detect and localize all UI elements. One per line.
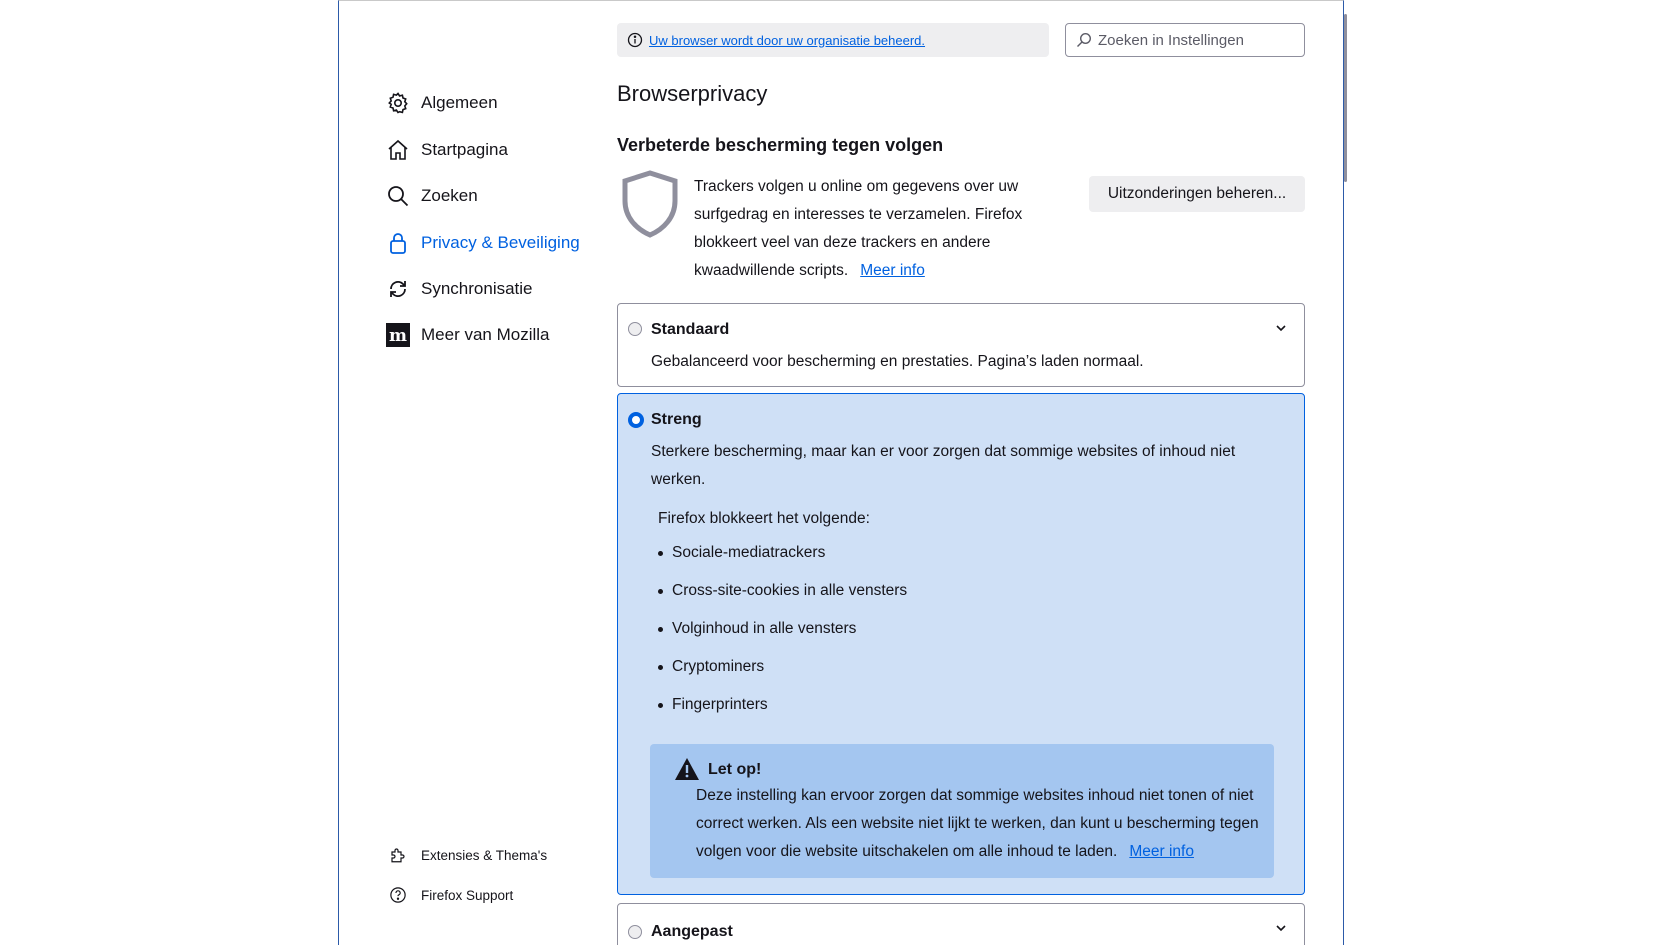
sidebar-item-extensions[interactable] — [389, 846, 547, 864]
list-item: Cryptominers — [658, 658, 764, 676]
strict-radio[interactable] — [628, 412, 644, 428]
etp-description — [694, 173, 1034, 285]
strict-option[interactable] — [617, 393, 1305, 895]
sidebar — [339, 1, 589, 945]
etp-learn-more-link[interactable]: Meer info — [860, 262, 925, 279]
sidebar-footer-label: Firefox Support — [421, 887, 514, 903]
strict-description: Sterkere bescherming, maar kan er voor zorgen dat sommige websites of inhoud niet werken. — [651, 443, 1236, 488]
sidebar-item-support[interactable] — [389, 886, 513, 904]
sync-icon — [386, 277, 410, 301]
lock-icon — [386, 231, 410, 255]
scrollbar[interactable] — [1344, 14, 1347, 182]
search-icon — [1076, 32, 1092, 48]
warning-learn-more-link[interactable]: Meer info — [1129, 843, 1194, 860]
puzzle-icon — [389, 846, 407, 864]
svg-text:m: m — [389, 326, 407, 346]
blocked-list-heading: Firefox blokkeert het volgende: — [658, 510, 870, 527]
sidebar-item-zoeken[interactable] — [386, 184, 478, 208]
section-title: Browserprivacy — [617, 81, 768, 106]
sidebar-item-mozilla[interactable] — [386, 323, 550, 347]
custom-title: Aangepast — [651, 923, 733, 940]
sidebar-item-algemeen[interactable] — [386, 91, 498, 115]
help-icon — [389, 886, 407, 904]
settings-search[interactable] — [1065, 23, 1305, 57]
chevron-down-icon[interactable] — [1274, 321, 1288, 335]
sidebar-item-label: Zoeken — [421, 186, 478, 205]
standard-description: Gebalanceerd voor bescherming en prestaties. Pagina’s laden normaal. — [651, 353, 1144, 370]
warning-title: Let op! — [708, 761, 762, 778]
home-icon — [386, 138, 410, 162]
warning-icon — [674, 757, 700, 781]
search-icon — [386, 184, 410, 208]
etp-description-text: Trackers volgen u online om gegevens over uw surfgedrag en interesses te verzamelen. Firefox blokkeert veel van deze trackers en andere kwaadwillende scripts. — [694, 178, 1023, 279]
mozilla-icon — [386, 323, 410, 347]
warning-box — [650, 744, 1274, 878]
shield-icon — [619, 169, 681, 239]
standard-title: Standaard — [651, 321, 730, 338]
manage-exceptions-button[interactable]: Uitzonderingen beheren... — [1089, 176, 1305, 212]
sidebar-footer-label: Extensies & Thema's — [421, 847, 548, 863]
managed-notice-link[interactable]: Uw browser wordt door uw organisatie beheerd. — [649, 32, 926, 48]
sidebar-item-synchronisatie[interactable] — [386, 277, 533, 301]
warning-body: Deze instelling kan ervoor zorgen dat sommige websites inhoud niet tonen of niet correct werken. Als een website niet lijkt te werken, dan kunt u bescherming tegen volgen voor die website uitschakelen om alle inhoud te laden. — [696, 787, 1259, 860]
sidebar-item-startpagina[interactable] — [386, 138, 508, 162]
sidebar-item-label: Privacy & Beveiliging — [421, 233, 580, 252]
sidebar-item-label: Startpagina — [421, 140, 508, 159]
list-item: Sociale-mediatrackers — [658, 544, 825, 562]
sidebar-item-label: Meer van Mozilla — [421, 325, 550, 344]
list-item: Volginhoud in alle vensters — [658, 620, 856, 638]
info-icon — [627, 32, 643, 48]
standard-option[interactable] — [617, 303, 1305, 387]
chevron-down-icon[interactable] — [1274, 921, 1288, 935]
standard-radio[interactable] — [628, 322, 642, 336]
strict-title: Streng — [651, 411, 702, 428]
warning-text — [696, 782, 1266, 866]
sidebar-item-privacy[interactable] — [386, 231, 580, 255]
sidebar-item-label: Synchronisatie — [421, 279, 533, 298]
list-item: Fingerprinters — [658, 696, 768, 714]
gear-icon — [386, 91, 410, 115]
sidebar-item-label: Algemeen — [421, 93, 498, 112]
search-input[interactable] — [1096, 31, 1290, 50]
etp-title: Verbeterde bescherming tegen volgen — [617, 135, 944, 155]
custom-option[interactable] — [617, 903, 1305, 945]
list-item: Cross-site-cookies in alle vensters — [658, 582, 907, 600]
settings-window — [338, 0, 1344, 945]
custom-radio[interactable] — [628, 925, 642, 939]
managed-notice — [617, 23, 1049, 57]
